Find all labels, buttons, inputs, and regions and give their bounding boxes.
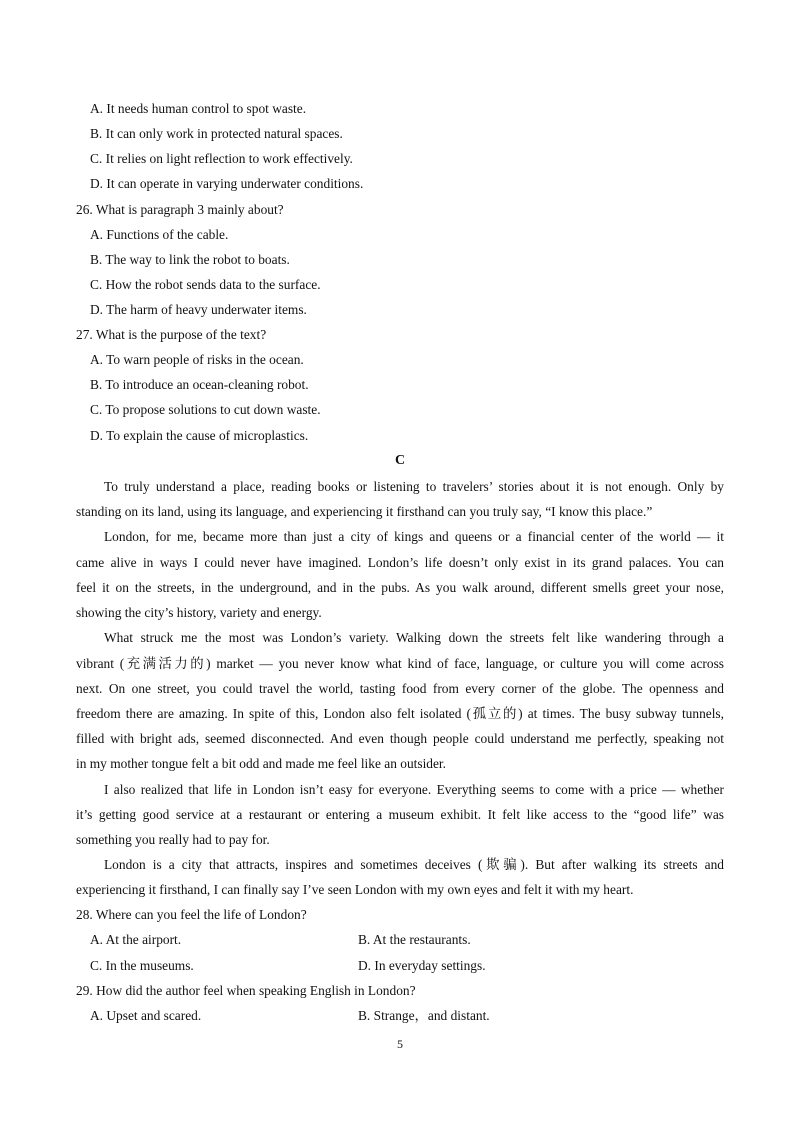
q28-option-b: B. At the restaurants. (358, 932, 471, 947)
q28-option-c: C. In the museums. (90, 958, 194, 973)
passage-line: To truly understand a place, reading books or listening to travelers’ stories about it is not enough. Only by (104, 479, 724, 494)
passage-line: freedom there are amazing. In spite of this, London also felt isolated (孤立的) at times. The busy subway tunnels, (76, 706, 724, 721)
page-number: 5 (397, 1037, 403, 1051)
q27-option-b: B. To introduce an ocean-cleaning robot. (90, 377, 309, 392)
q28-option-a: A. At the airport. (90, 932, 182, 947)
passage-line: feel it on the streets, in the underground, and in the pubs. As you walk around, different smells greet your nose, (76, 580, 724, 595)
passage-line: What struck me the most was London’s variety. Walking down the streets felt like wandering through a (104, 630, 724, 645)
q25-option-a: A. It needs human control to spot waste. (90, 101, 307, 116)
q26-option-b: B. The way to link the robot to boats. (90, 252, 290, 267)
q25-option-d: D. It can operate in varying underwater conditions. (90, 176, 364, 191)
passage-line: next. On one street, you could travel the world, tasting food from every corner of the globe. The openness and (76, 681, 724, 696)
q25-option-b: B. It can only work in protected natural spaces. (90, 126, 343, 141)
passage-line: showing the city’s history, variety and energy. (76, 605, 322, 620)
passage-line: London, for me, became more than just a city of kings and queens or a financial center of the world — it (104, 529, 724, 544)
q26-option-c: C. How the robot sends data to the surface. (90, 277, 321, 292)
q27-option-d: D. To explain the cause of microplastics. (90, 428, 309, 443)
q28-option-d: D. In everyday settings. (358, 958, 486, 973)
q29-question: 29. How did the author feel when speaking English in London? (76, 983, 416, 998)
passage-line: came alive in ways I could never have imagined. London’s life doesn’t only exist in its grand palaces. You can (76, 555, 724, 570)
passage-line: London is a city that attracts, inspires and sometimes deceives (欺骗). But after walking its streets and (104, 857, 724, 872)
q27-option-c: C. To propose solutions to cut down waste. (90, 402, 321, 417)
q26-option-a: A. Functions of the cable. (90, 227, 229, 242)
passage-line: I also realized that life in London isn’t easy for everyone. Everything seems to come with a price — whether (104, 782, 724, 797)
passage-line: standing on its land, using its language, and experiencing it firsthand can you truly say, “I know this place.” (76, 504, 653, 519)
section-title: C (394, 453, 406, 468)
q25-option-c: C. It relies on light reflection to work effectively. (90, 151, 353, 166)
passage-line: vibrant (充满活力的) market — you never know what kind of face, language, or culture you will come across (76, 656, 724, 671)
q28-question: 28. Where can you feel the life of London? (76, 907, 307, 922)
q29-option-b: B. Strange，and distant. (358, 1008, 490, 1023)
q26-option-d: D. The harm of heavy underwater items. (90, 302, 307, 317)
passage-line: experiencing it firsthand, I can finally say I’ve seen London with my own eyes and felt it with my heart. (76, 882, 634, 897)
q29-option-a: A. Upset and scared. (90, 1008, 202, 1023)
q27-option-a: A. To warn people of risks in the ocean. (90, 352, 304, 367)
q27-question: 27. What is the purpose of the text? (76, 327, 267, 342)
passage-line: it’s getting good service at a restaurant or entering a museum exhibit. It felt like access to the “good life” was (76, 807, 724, 822)
q26-question: 26. What is paragraph 3 mainly about? (76, 202, 284, 217)
passage-line: filled with bright ads, seemed disconnected. And even though people could understand me perfectly, speaking not (76, 731, 724, 746)
passage-line: something you really had to pay for. (76, 832, 270, 847)
passage-line: in my mother tongue felt a bit odd and made me feel like an outsider. (76, 756, 447, 771)
